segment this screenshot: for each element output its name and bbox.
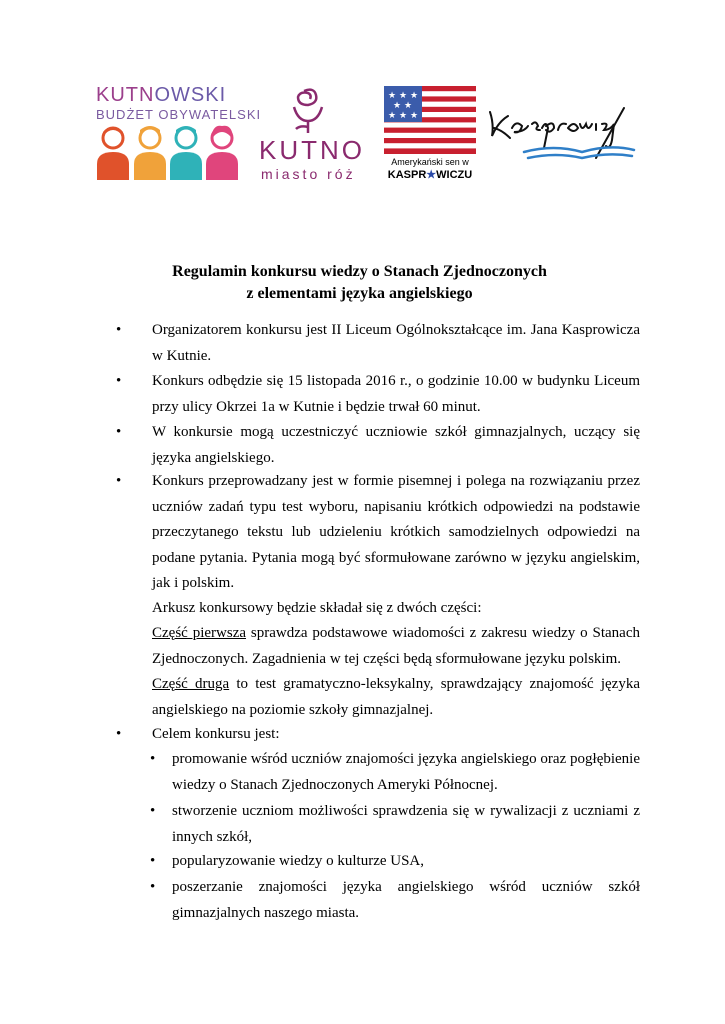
sub-bullet-1: • — [150, 751, 156, 767]
kutno-logo-name: KUTNO — [259, 135, 365, 165]
sub-bullet-3: • — [150, 853, 156, 869]
svg-text:★: ★ — [388, 91, 397, 101]
bullet-3: • — [116, 424, 122, 440]
part-2-text: Część druga to test gramatyczno-leksykalny, sprawdzający znajomość języka angielskiego na poziomie szkoły gimnazjalnej. — [152, 676, 641, 718]
kasprowicz-signature-logo — [484, 94, 644, 174]
item-4: Konkurs przeprowadzany jest w formie pisemnej i polega na rozwiązaniu przez uczniów zadań typu test wyboru, napisaniu krótkich odpowiedzi na podstawie przeczytanego tekstu lub udzieleniu krótkich samodzielnych odpowiedzi na podane pytania. Pytania mogą być sformułowane zarówno w języku angielskim, jak i polskim. — [152, 473, 640, 591]
bullet-2: • — [116, 373, 122, 389]
svg-text:★: ★ — [393, 101, 402, 111]
item-3: W konkursie mogą uczestniczyć uczniowie szkół gimnazjalnych, uczący się języka angielskiego. — [152, 424, 640, 466]
svg-text:★: ★ — [388, 111, 397, 121]
us-flag-icon — [384, 86, 476, 154]
kutno-logo — [258, 85, 365, 185]
amerykanski-sen-logo — [384, 86, 476, 181]
sub-bullet-4: • — [150, 879, 156, 895]
svg-text:★: ★ — [399, 91, 408, 101]
american-caption-2: KASPR★WICZU — [387, 169, 473, 181]
goal-1: promowanie wśród uczniów znajomości języka angielskiego oraz pogłębienie wiedzy o Stanach Zjednoczonych Ameryki Północnej. — [172, 751, 640, 793]
goal-4: poszerzanie znajomości języka angielskiego wśród uczniów szkół gimnazjalnych naszego miasta. — [172, 879, 640, 921]
goal-3: popularyzowanie wiedzy o kulturze USA, — [172, 853, 425, 869]
sub-bullet-2: • — [150, 803, 156, 819]
title-line-1: Regulamin konkursu wiedzy o Stanach Zjednoczonych — [172, 263, 547, 280]
goals-intro: Celem konkursu jest: — [152, 726, 280, 742]
bullet-1: • — [116, 322, 122, 338]
svg-text:★: ★ — [410, 91, 419, 101]
people-icon — [95, 124, 240, 180]
part-1-text: Część pierwsza sprawdza podstawowe wiadomości z zakresu wiedzy o Stanach Zjednoczonych. Zagadnienia w tej części będą sformułowane języku polskim. — [152, 625, 640, 667]
american-caption-1: Amerykański sen w — [391, 157, 469, 167]
svg-text:★: ★ — [410, 111, 419, 121]
logo-bar — [0, 0, 725, 200]
title-line-2: z elementami języka angielskiego — [246, 285, 473, 302]
budzet-logo-subtitle: BUDŻET OBYWATELSKI — [96, 107, 262, 122]
bullet-5: • — [116, 726, 122, 742]
part-2-label: Część druga — [152, 676, 230, 692]
goal-2: stworzenie uczniom możliwości sprawdzenia się w rywalizacji z uczniami z innych szkół, — [172, 803, 640, 845]
item-2: Konkurs odbędzie się 15 listopada 2016 r., o godzinie 10.00 w budynku Liceum przy ulicy Okrzei 1a w Kutnie i będzie trwał 60 minut. — [152, 373, 640, 415]
rose-icon — [258, 85, 358, 135]
arkusz-text: Arkusz konkursowy będzie składał się z dwóch części: — [152, 600, 482, 616]
svg-text:★: ★ — [404, 101, 413, 111]
bullet-4: • — [116, 473, 122, 489]
item-1: Organizatorem konkursu jest II Liceum Ogólnokształcące im. Jana Kasprowicza w Kutnie. — [152, 322, 640, 364]
svg-text:★: ★ — [399, 111, 408, 121]
signature-icon — [484, 94, 644, 174]
kutno-logo-subtitle: miasto róż — [261, 166, 356, 182]
budzet-logo-title: KUTNOWSKI — [96, 84, 227, 106]
part-1-label: Część pierwsza — [152, 625, 247, 641]
budzet-obywatelski-logo — [95, 84, 262, 184]
